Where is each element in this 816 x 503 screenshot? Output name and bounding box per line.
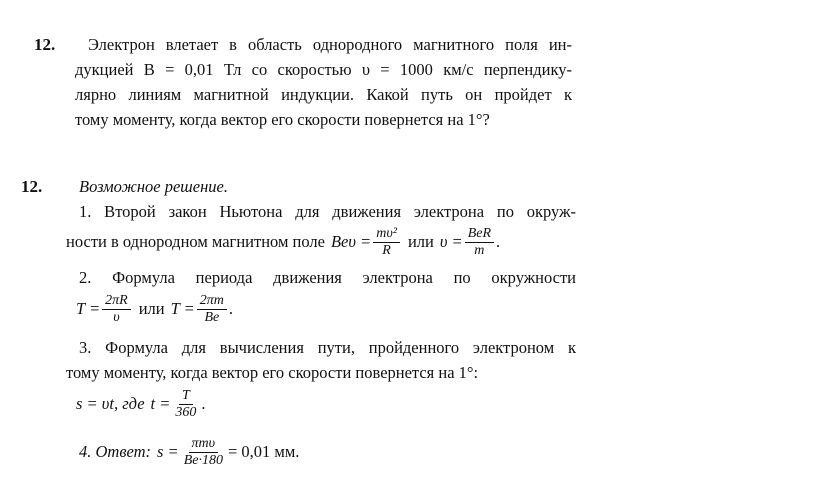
step4-label: 4. Ответ:	[79, 442, 152, 461]
step2-formula-row	[76, 287, 233, 331]
step1-fraction-1	[373, 226, 400, 259]
step1-frac2-numerator: BeR	[465, 226, 494, 243]
step3-end: .	[201, 394, 206, 413]
step4-result: = 0,01 мм.	[227, 442, 300, 461]
step1-eq-lhs: Beυ =	[330, 232, 372, 251]
step2-end: .	[228, 299, 234, 318]
step4-formula-row	[79, 430, 299, 474]
step3-line-2: тому моменту, когда вектор его скорости повернется на 1°:	[66, 363, 479, 382]
problem-line-4: тому моменту, когда вектор его скорости повернется на 1°?	[75, 110, 490, 129]
step2-fraction-1	[102, 293, 131, 326]
step1-formula-row	[66, 220, 500, 264]
step2-or: или	[138, 299, 165, 318]
step1-line-1: 1. Второй закон Ньютона для движения электрона по окруж-	[79, 202, 576, 221]
step3-line-1: 3. Формула для вычисления пути, пройденного электроном к	[79, 338, 576, 357]
problem-number: 12.	[34, 35, 56, 54]
step3-frac-numerator: T	[179, 388, 193, 405]
solution-number: 12.	[21, 177, 43, 196]
step1-text: ности в однородном магнитном поле	[66, 232, 325, 251]
step1-frac2-denominator: m	[474, 242, 485, 258]
step2-frac1-denominator: υ	[113, 309, 120, 325]
step1-frac1-numerator: mυ²	[373, 226, 400, 243]
step1-fraction-2	[465, 226, 494, 259]
step1-frac1-denominator: R	[382, 242, 391, 258]
problem-line-3: лярно линиям магнитной индукции. Какой путь он пройдет к	[75, 85, 572, 104]
step3-eq-lhs: s = υt, где	[76, 394, 145, 413]
step1-eq2-lhs: υ =	[439, 232, 463, 251]
problem-line-2: дукцией B = 0,01 Тл со скоростью υ = 1000 км/с перпендику-	[75, 60, 572, 79]
step2-frac1-numerator: 2πR	[102, 293, 131, 310]
step2-eq2-lhs: T =	[170, 299, 195, 318]
step2-frac2-numerator: 2πm	[197, 293, 227, 310]
step4-fraction	[181, 436, 226, 469]
step4-frac-denominator: Be·180	[183, 452, 223, 468]
step4-eq-lhs: s =	[157, 442, 179, 461]
step3-fraction	[172, 388, 199, 421]
step2-eq1-lhs: T =	[76, 299, 101, 318]
step2-line-1: 2. Формула периода движения электрона по окружности	[79, 268, 576, 287]
step3-eq-t: t =	[150, 394, 171, 413]
step3-frac-denominator: 360	[175, 404, 197, 420]
solution-heading: Возможное решение.	[79, 177, 228, 196]
step1-end: .	[496, 232, 501, 251]
step2-fraction-2	[197, 293, 227, 326]
step4-frac-numerator: πmυ	[189, 436, 219, 453]
problem-line-1: Электрон влетает в область однородного магнитного поля ин-	[88, 35, 572, 54]
step3-formula-row	[76, 382, 206, 426]
step2-frac2-denominator: Be	[204, 309, 220, 325]
step1-or: или	[407, 232, 434, 251]
